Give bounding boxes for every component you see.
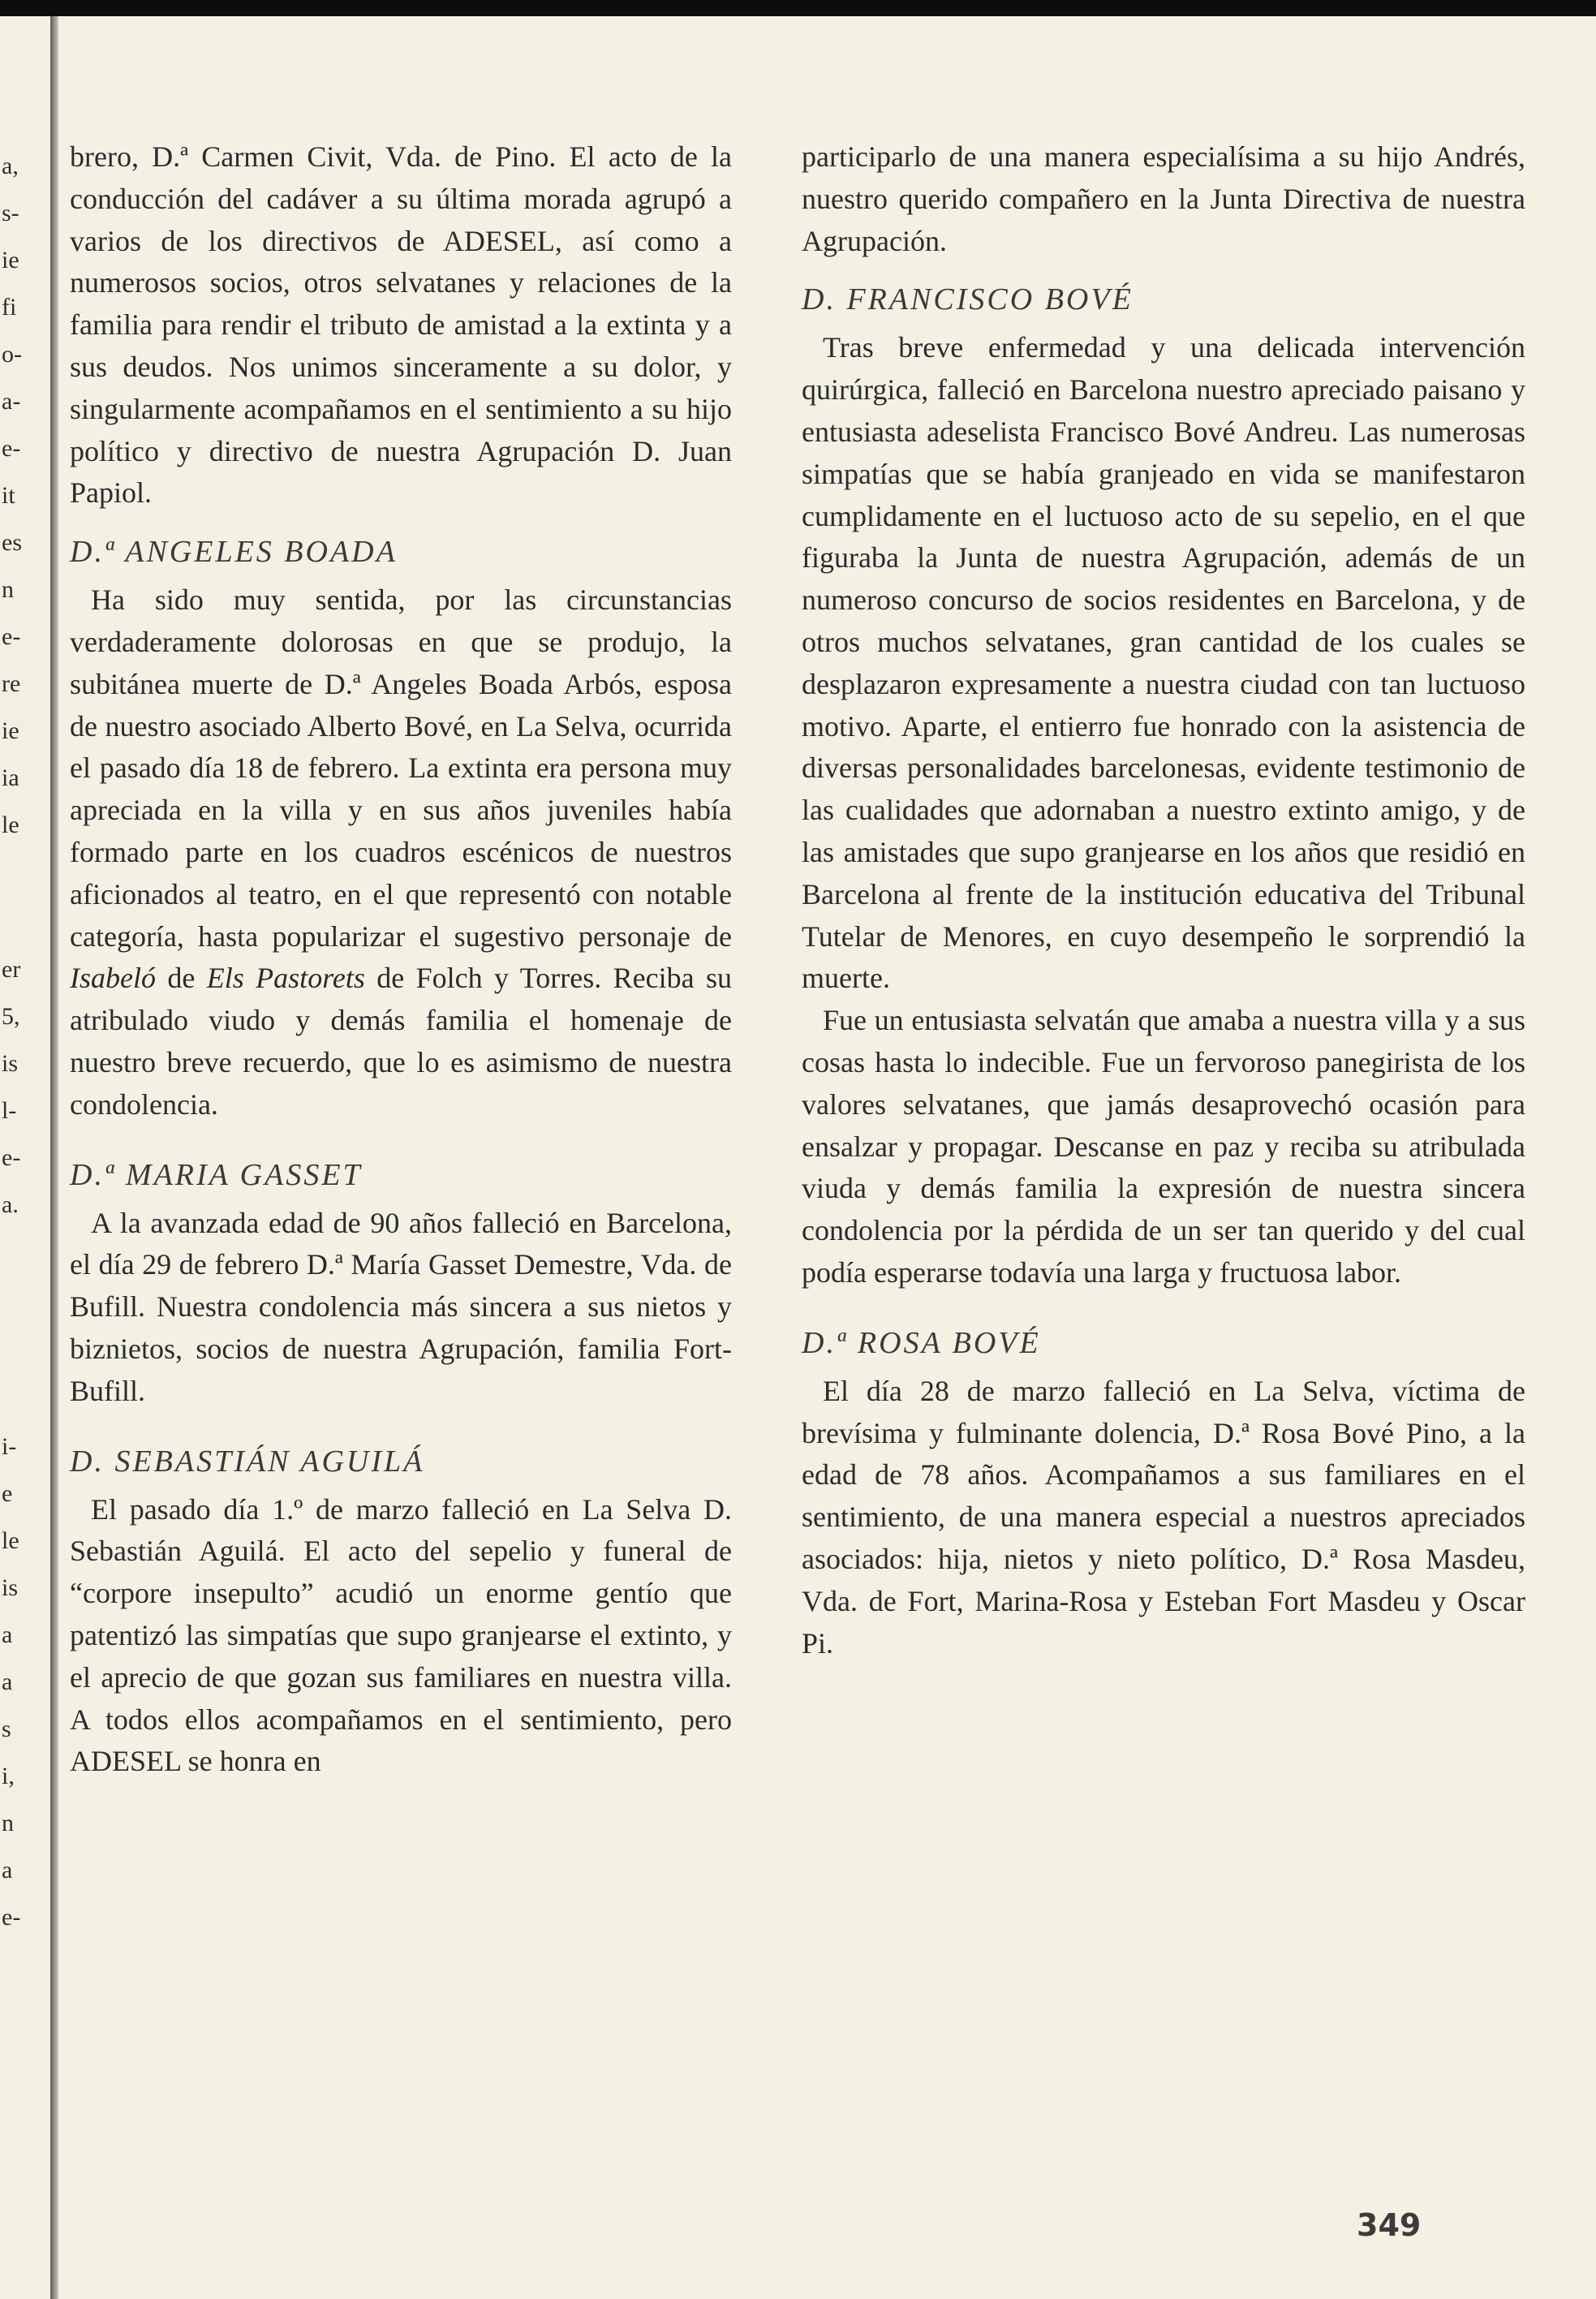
paragraph-maria-gasset: A la avanzada edad de 90 años falleció en Barcelona, el día 29 de febrero D.ª María Gasset Demestre, Vda. de Bufill. Nuestra condolencia más sincera a sus nietos y biznietos, socios de nuestra Agrupación, familia Fort-Bufill. <box>70 1206 732 1407</box>
previous-page-text-fragment: i, <box>2 1763 15 1789</box>
previous-page-text-fragment: le <box>2 812 19 838</box>
previous-page-text-fragment: e- <box>2 1144 21 1171</box>
paragraph-sebastian-aguila: El pasado día 1.º de marzo falleció en La Selva D. Sebastián Aguilá. El acto del sepelio y funeral de “corpore insepulto” acudió un enorme gentío que patentizó las simpatías que supo granjearse el extinto, y el aprecio de que gozan sus familiares en nuestra villa. A todos ellos acompañamos en el sentimiento, pero ADESEL se honra en <box>70 1492 732 1778</box>
previous-page-text-fragment: ie <box>2 247 19 273</box>
paragraph-francisco-bove-1: Tras breve enfermedad y una delicada intervención quirúrgica, falleció en Barcelona nuestro apreciado paisano y entusiasta adeselista Francisco Bové Andreu. Las numerosas simpatías que se había granjeado en vida se manifestaron cumplidamente en el luctuoso acto de su sepelio, en el que figuraba la Junta de nuestra Agrupación, además de un numeroso concurso de socios residentes en Barcelona, y de otros muchos selvatanes, gran cantidad de los cuales se desplazaron expresamente a nuestra ciudad con tan luctuoso motivo. Aparte, el entierro fue honrado con la asistencia de diversas personalidades barcelonesas, evidente testimonio de las cualidades que adornaban a nuestro extinto amigo, y de las amistades que supo granjearse en los años que residió en Barcelona al frente de la institución educativa del Tribunal Tutelar de Menores, en cuyo desempeño le sorprendió la muerte. <box>802 331 1525 995</box>
right-intro-paragraph: participarlo de una manera especialísima a su hijo Andrés, nuestro querido compañero en la Junta Directiva de nuestra Agrupación. <box>802 140 1525 257</box>
previous-page-text-fragment: is <box>2 1050 19 1077</box>
previous-page-text-fragment: a, <box>2 153 19 179</box>
paragraph-francisco-bove-2: Fue un entusiasta selvatán que amaba a nuestra villa y a sus cosas hasta lo indecible. Fue un fervoroso panegirista de los valores selvatanes, que jamás desaprovechó ocasión para ensalzar y propagar. Descanse en paz y reciba su atribulada viuda y demás familia la expresión de nuestra sincera condolencia por la pérdida de un ser tan querido y del cual podía esperarse todavía una larga y fructuosa labor. <box>802 1004 1525 1289</box>
previous-page-text-fragment: it <box>2 482 15 509</box>
paragraph-angeles-boada <box>70 579 732 1126</box>
page-number: 349 <box>1357 2207 1422 2243</box>
previous-page-text-fragment: a- <box>2 388 21 415</box>
previous-page-edge <box>0 16 50 2299</box>
previous-page-text-fragment: o- <box>2 341 22 368</box>
paragraph-rosa-bove: El día 28 de marzo falleció en La Selva, víctima de brevísima y fulminante dolencia, D.ª Rosa Bové Pino, a la edad de 78 años. Acompañamos a sus familiares en el sentimiento, de una manera especial a nuestros apreciados asociados: hija, nietos y nieto político, D.ª Rosa Masdeu, Vda. de Fort, Marina-Rosa y Esteban Fort Masdeu y Oscar Pi. <box>802 1374 1525 1660</box>
previous-page-text-fragment: i- <box>2 1433 17 1460</box>
previous-page-text-fragment: a <box>2 1668 13 1695</box>
previous-page-text-fragment: 5, <box>2 1003 20 1030</box>
previous-page-text-fragment: es <box>2 529 22 556</box>
previous-page-text-fragment: e <box>2 1480 13 1507</box>
previous-page-text-fragment: a. <box>2 1191 19 1218</box>
heading-angeles-boada: D.ª ANGELES BOADA <box>70 535 398 570</box>
left-column <box>70 136 732 1783</box>
page-gutter <box>50 16 58 2299</box>
text-run: de <box>155 962 207 995</box>
previous-page-text-fragment: e- <box>2 435 21 462</box>
left-intro-paragraph: brero, D.ª Carmen Civit, Vda. de Pino. El acto de la conducción del cadáver a su última morada agrupó a varios de los directivos de ADESEL, así como a numerosos socios, otros selvatanes y relaciones de la familia para rendir el tributo de amistad a la extinta y a sus deudos. Nos unimos sinceramente a su dolor, y singularmente acompañamos en el sentimiento a su hijo político y directivo de nuestra Agrupación D. Juan Papiol. <box>70 140 732 510</box>
previous-page-text-fragment: n <box>2 1810 14 1836</box>
previous-page-text-fragment: s- <box>2 200 19 226</box>
previous-page-text-fragment: s <box>2 1716 11 1742</box>
previous-page-text-fragment: e- <box>2 1904 21 1931</box>
previous-page-text-fragment: a <box>2 1621 13 1648</box>
previous-page-text-fragment: l- <box>2 1097 17 1124</box>
heading-sebastian-aguila: D. SEBASTIÁN AGUILÁ <box>70 1444 425 1479</box>
previous-page-text-fragment: le <box>2 1527 19 1554</box>
scan-top-edge <box>0 0 1596 16</box>
previous-page-text-fragment: is <box>2 1574 19 1601</box>
heading-maria-gasset: D.ª MARIA GASSET <box>70 1157 363 1192</box>
heading-francisco-bove: D. FRANCISCO BOVÉ <box>802 282 1134 317</box>
previous-page-text-fragment: re <box>2 670 21 697</box>
page <box>58 16 1596 2299</box>
italic-title-isabelo: Isabeló <box>70 962 156 995</box>
heading-rosa-bove: D.ª ROSA BOVÉ <box>802 1325 1041 1360</box>
previous-page-text-fragment: n <box>2 576 14 603</box>
previous-page-text-fragment: er <box>2 956 21 983</box>
text-run: de Folch y Torres. Reciba su atribulado viudo y demás familia el homenaje de nuestro breve recuerdo, que lo es asimismo de nuestra condolencia. <box>70 962 733 1121</box>
italic-title-els-pastorets: Els Pastorets <box>206 962 365 995</box>
previous-page-text-fragment: e- <box>2 623 21 650</box>
previous-page-text-fragment: ie <box>2 717 19 744</box>
text-run: Ha sido muy sentida, por las circunstancias verdaderamente dolorosas en que se produjo, la subitánea muerte de D.ª Angeles Boada Arbós, esposa de nuestro asociado Alberto Bové, en La Selva, ocurrida el pasado día 18 de febrero. La extinta era persona muy apreciada en la villa y en sus años juveniles había formado parte en los cuadros escénicos de nuestros aficionados al teatro, en el que representó con notable categoría, hasta popularizar el sugestivo personaje de <box>70 583 732 953</box>
previous-page-text-fragment: fi <box>2 294 17 321</box>
previous-page-text-fragment: a <box>2 1857 13 1884</box>
previous-page-text-fragment: ia <box>2 764 19 791</box>
right-column <box>802 136 1525 1664</box>
